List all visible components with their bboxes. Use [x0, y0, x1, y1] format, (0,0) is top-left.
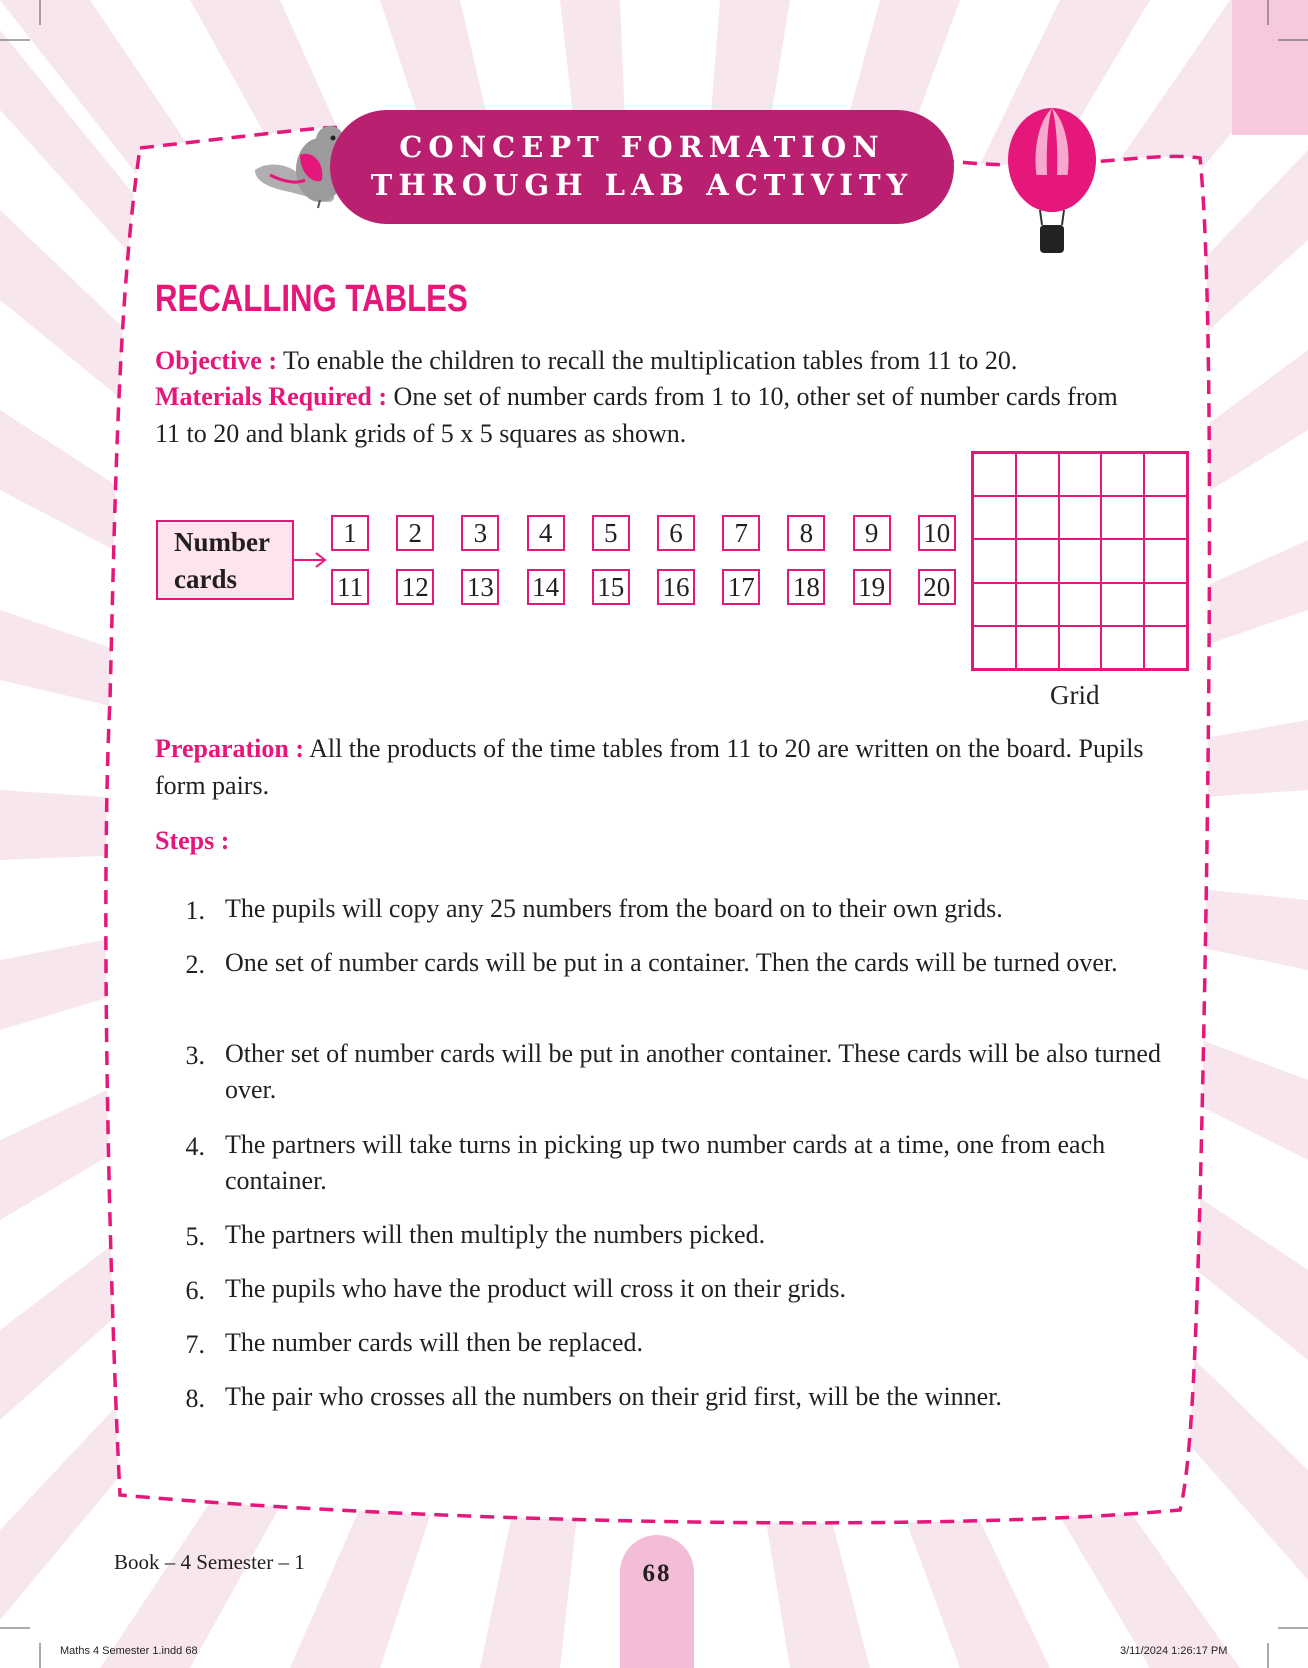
header-line-2: THROUGH LAB ACTIVITY — [370, 168, 914, 202]
step-text: The pair who crosses all the numbers on their grid first, will be the winner. — [225, 1382, 1002, 1411]
top-card: 5 — [592, 515, 630, 551]
grid-cell — [973, 539, 1016, 582]
grid-cell — [1144, 626, 1187, 669]
bottom-card: 18 — [787, 569, 825, 605]
grid-cell — [1016, 626, 1059, 669]
top-card: 6 — [657, 515, 695, 551]
top-card: 8 — [787, 515, 825, 551]
page-title: RECALLING TABLES — [155, 278, 468, 320]
step-text: The pupils will copy any 25 numbers from the board on to their own grids. — [225, 894, 1003, 923]
grid-cell — [1144, 496, 1187, 539]
header-banner — [330, 110, 954, 224]
print-slug-file: Maths 4 Semester 1.indd 68 — [60, 1645, 198, 1657]
bottom-card: 17 — [722, 569, 760, 605]
grid-cell — [973, 453, 1016, 496]
step-text: The partners will take turns in picking up two number cards at a time, one from each container. — [225, 1130, 1106, 1195]
grid-cell — [1101, 583, 1144, 626]
grid-cell — [1101, 626, 1144, 669]
step-text: One set of number cards will be put in a container. Then the cards will be turned over. — [225, 948, 1118, 977]
step-number: 6. — [185, 1276, 205, 1305]
step-number: 1. — [185, 896, 205, 925]
grid-cell — [1144, 583, 1187, 626]
top-card: 7 — [722, 515, 760, 551]
top-card: 4 — [527, 515, 565, 551]
grid-cell — [1059, 583, 1102, 626]
step-number: 8. — [185, 1384, 205, 1413]
number-cards-label-line2: cards — [174, 564, 237, 594]
materials-label: Materials Required : — [155, 382, 388, 411]
top-card: 10 — [918, 515, 956, 551]
grid-cell — [1101, 539, 1144, 582]
bottom-card: 14 — [527, 569, 565, 605]
top-card: 3 — [461, 515, 499, 551]
grid-cell — [1016, 496, 1059, 539]
bottom-card: 11 — [331, 569, 369, 605]
preparation-label: Preparation : — [155, 734, 304, 763]
page-number: 68 — [642, 1560, 672, 1587]
grid-cell — [973, 583, 1016, 626]
number-cards-label-line1: Number — [174, 527, 270, 557]
grid-cell — [1144, 539, 1187, 582]
steps-label: Steps : — [155, 826, 230, 855]
materials-text: One set of number cards from 1 to 10, other set of number cards from 11 to 20 and blank grids of 5 x 5 squares as shown. — [155, 382, 1118, 448]
grid-cell — [1144, 453, 1187, 496]
top-card: 1 — [331, 515, 369, 551]
grid-cell — [1016, 583, 1059, 626]
objective-label: Objective : — [155, 346, 278, 375]
grid-cell — [1059, 626, 1102, 669]
step-number: 2. — [185, 950, 205, 979]
grid-cell — [1016, 453, 1059, 496]
top-card: 9 — [853, 515, 891, 551]
objective-paragraph — [155, 342, 1145, 379]
preparation-paragraph — [155, 730, 1145, 804]
bottom-card: 19 — [853, 569, 891, 605]
step-number: 4. — [185, 1132, 205, 1161]
page-number-tab — [620, 1535, 694, 1668]
bottom-card: 16 — [657, 569, 695, 605]
grid-cell — [1059, 539, 1102, 582]
grid-cell — [1101, 453, 1144, 496]
grid-caption: Grid — [1050, 680, 1100, 710]
step-number: 5. — [185, 1222, 205, 1251]
step-text: The pupils who have the product will cross it on their grids. — [225, 1274, 847, 1303]
number-cards-label — [156, 520, 294, 600]
step-text: The partners will then multiply the numbers picked. — [225, 1220, 766, 1249]
grid-cell — [973, 496, 1016, 539]
step-text: The number cards will then be replaced. — [225, 1328, 643, 1357]
bottom-card: 12 — [396, 569, 434, 605]
grid-cell — [1059, 496, 1102, 539]
print-slug-timestamp: 3/11/2024 1:26:17 PM — [1120, 1645, 1228, 1657]
step-number: 7. — [185, 1330, 205, 1359]
blank-grid — [971, 451, 1189, 671]
objective-text: To enable the children to recall the multiplication tables from 11 to 20. — [277, 346, 1018, 375]
materials-paragraph — [155, 378, 1145, 452]
grid-cell — [973, 626, 1016, 669]
grid-cell — [1101, 496, 1144, 539]
corner-tab — [1232, 0, 1308, 135]
grid-cell — [1016, 539, 1059, 582]
step-number: 3. — [185, 1041, 205, 1070]
footer-book-info: Book – 4 Semester – 1 — [114, 1550, 305, 1574]
bottom-card: 13 — [461, 569, 499, 605]
header-line-1: CONCEPT FORMATION — [399, 130, 885, 164]
grid-cell — [1059, 453, 1102, 496]
preparation-text: All the products of the time tables from 11 to 20 are written on the board. Pupils form pairs. — [155, 734, 1144, 800]
step-text: Other set of number cards will be put in another container. These cards will be also turned over. — [225, 1039, 1161, 1104]
top-card: 2 — [396, 515, 434, 551]
bottom-card: 20 — [918, 569, 956, 605]
bottom-card: 15 — [592, 569, 630, 605]
